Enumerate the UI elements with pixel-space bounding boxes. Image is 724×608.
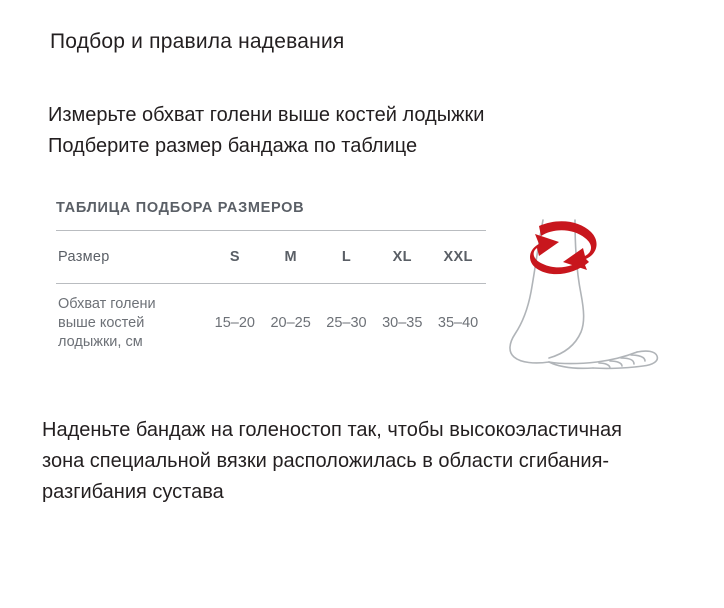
table-size-l: L xyxy=(341,249,352,265)
intro-instructions xyxy=(48,100,484,162)
table-size-m: M xyxy=(284,249,297,265)
red-arrow-group xyxy=(530,221,597,274)
table-header-row xyxy=(56,231,486,284)
table-size-xl: XL xyxy=(392,249,412,265)
table-row-header-label: Размер xyxy=(58,249,110,265)
intro-line-2: Подберите размер бандажа по таблице xyxy=(48,135,418,157)
table-value-l: 25–30 xyxy=(326,315,367,331)
size-table-caption: ТАБЛИЦА ПОДБОРА РАЗМЕРОВ xyxy=(56,200,305,216)
table-value-xxl: 35–40 xyxy=(437,315,479,331)
size-table xyxy=(56,231,486,362)
measure-label-line-3: лодыжки, см xyxy=(58,333,143,350)
table-value-s: 15–20 xyxy=(214,315,255,331)
size-table-card xyxy=(56,200,486,362)
table-size-s: S xyxy=(229,249,240,265)
table-value-row xyxy=(56,284,486,363)
page-title: Подбор и правила надевания xyxy=(50,30,345,53)
intro-line-1: Измерьте обхват голени выше костей лодыжки xyxy=(48,104,485,126)
table-measure-label xyxy=(56,284,207,363)
table-size-xxl: XXL xyxy=(443,249,473,265)
table-value-xl: 30–35 xyxy=(382,315,423,331)
outro-instruction: Наденьте бандаж на голеностоп так, чтобы высокоэластичная зона специальной вязки расположилась в области сгибания-разгибания сустава xyxy=(42,419,622,503)
measure-label-line-1: Обхват голени xyxy=(58,295,156,312)
table-value-m: 20–25 xyxy=(270,315,311,331)
ankle-illustration xyxy=(505,218,695,388)
measure-label-line-2: выше костей xyxy=(58,314,145,331)
